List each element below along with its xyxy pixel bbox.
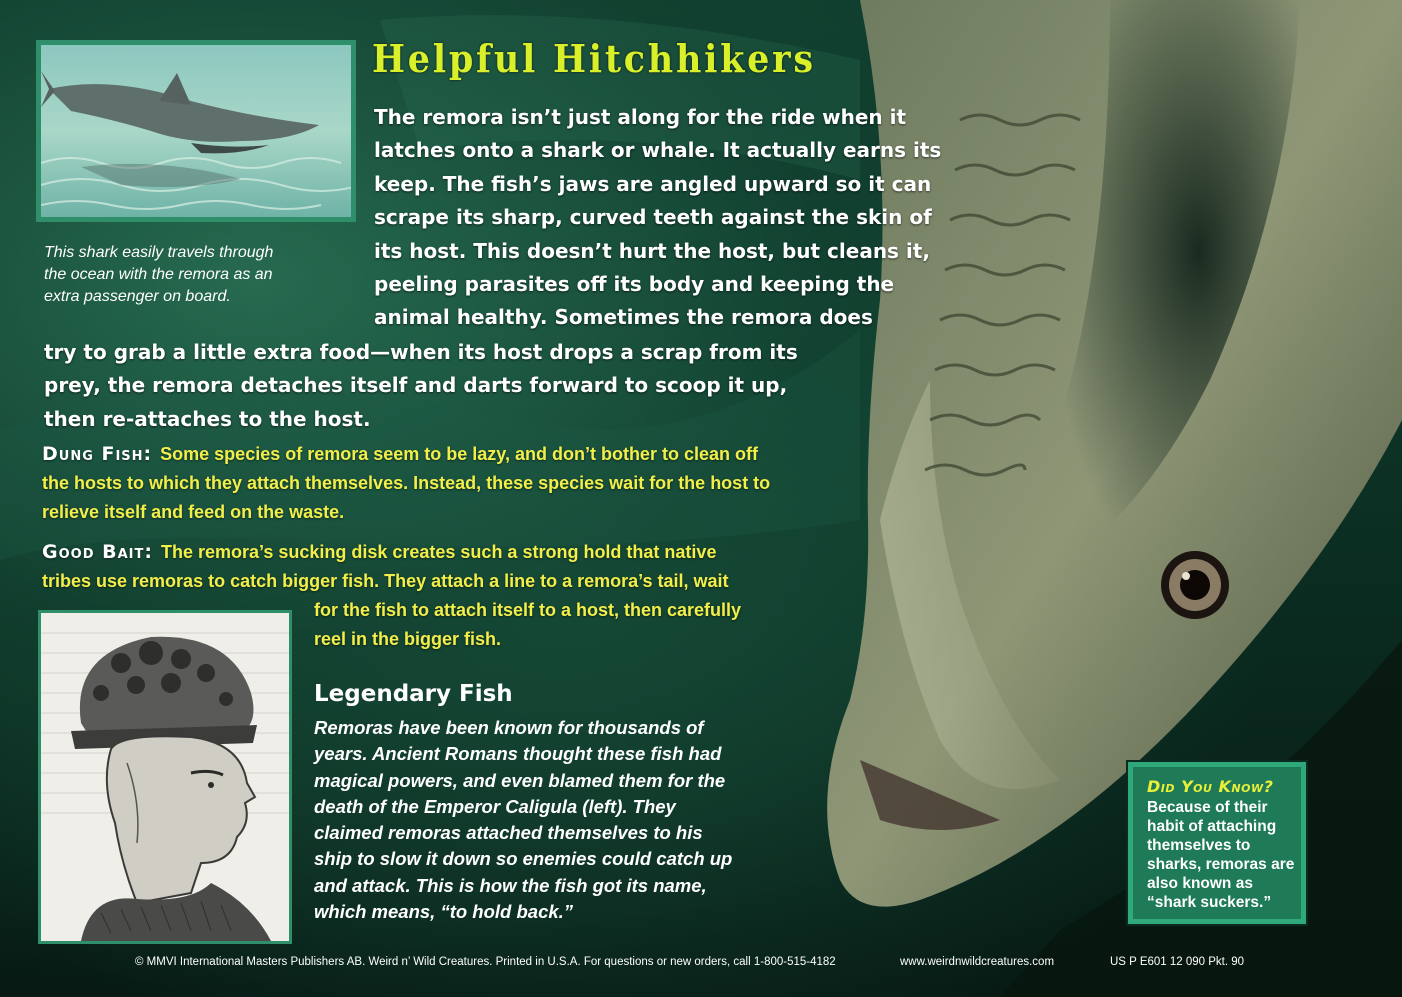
good-bait-label: Good Bait:: [42, 541, 153, 563]
caption-line: This shark easily travels through: [44, 244, 274, 261]
did-you-know-line: themselves to: [1147, 837, 1251, 854]
legendary-line: magical powers, and even blamed them for the: [314, 769, 726, 791]
did-you-know-line: also known as: [1147, 875, 1253, 892]
good-bait-text: The remora’s sucking disk creates such a strong hold that native: [160, 542, 717, 562]
legendary-line: Remoras have been known for thousands of: [314, 717, 704, 738]
main-paragraph-upper: [374, 101, 941, 335]
dung-fish-line: relieve itself and feed on the waste.: [42, 502, 345, 522]
main-text-line: try to grab a little extra food—when its host drops a scrap from its: [44, 340, 798, 364]
legendary-line: which means, “to hold back.”: [314, 901, 574, 923]
shark-photo-image: [41, 45, 351, 217]
dung-fish-label: Dung Fish:: [42, 443, 153, 465]
did-you-know-title: Did You Know?: [1147, 777, 1274, 796]
legendary-line: years. Ancient Romans thought these fish had: [314, 743, 722, 765]
main-text-line: keep. The fish’s jaws are angled upward so it can: [374, 171, 932, 196]
caption-line: the ocean with the remora as an: [44, 266, 273, 283]
shark-photo: [36, 40, 356, 222]
did-you-know-line: habit of attaching: [1147, 818, 1277, 835]
main-text-line: prey, the remora detaches itself and darts forward to scoop it up,: [44, 373, 788, 398]
good-bait-line: tribes use remoras to catch bigger fish. They attach a line to a remora’s tail, wait: [42, 571, 729, 591]
main-paragraph-lower: [44, 336, 798, 436]
legendary-line: ship to slow it down so enemies could catch up: [314, 848, 733, 870]
legendary-line: death of the Emperor Caligula (left). They: [314, 795, 676, 817]
good-bait-line: reel in the bigger fish.: [314, 629, 502, 649]
dung-fish-text: Some species of remora seem to be lazy, and don’t bother to clean off: [160, 444, 758, 464]
caligula-portrait: [38, 610, 292, 944]
good-bait-line: [42, 538, 741, 567]
main-text-line: its host. This doesn’t hurt the host, but cleans it,: [374, 238, 930, 263]
legendary-fish-text: [314, 715, 732, 925]
legendary-line: claimed remoras attached themselves to his: [314, 822, 703, 844]
main-text-line: then re-attaches to the host.: [44, 406, 371, 431]
dung-fish-line: [42, 440, 770, 469]
footer-product-code: US P E601 12 090 Pkt. 90: [1110, 956, 1245, 968]
did-you-know-box: [1128, 762, 1306, 924]
did-you-know-text: [1147, 798, 1295, 912]
photo-caption: [44, 242, 334, 308]
legendary-fish-title: Legendary Fish: [314, 681, 513, 707]
caligula-engraving-image: [41, 613, 289, 941]
did-you-know-line: sharks, remoras are: [1147, 856, 1295, 873]
caption-line: extra passenger on board.: [44, 288, 231, 305]
footer-website-link[interactable]: www.weirdnwildcreatures.com: [900, 956, 1055, 968]
dung-fish-section: [42, 440, 770, 527]
main-text-line: scrape its sharp, curved teeth against the skin of: [374, 205, 932, 230]
main-text-line: animal healthy. Sometimes the remora does: [374, 305, 873, 330]
good-bait-line: for the fish to attach itself to a host, then carefully: [314, 600, 742, 620]
footer: [0, 952, 1402, 976]
did-you-know-line: “shark suckers.”: [1147, 894, 1272, 911]
dung-fish-line: the hosts to which they attach themselves. Instead, these species wait for the host to: [42, 473, 771, 493]
page-title: Helpful Hitchhikers: [372, 36, 816, 81]
legendary-line: and attack. This is how the fish got its name,: [314, 874, 707, 896]
main-text-line: peeling parasites off its body and keeping the: [374, 272, 895, 297]
main-text-line: The remora isn’t just along for the ride when it: [374, 105, 907, 129]
did-you-know-line: Because of their: [1147, 799, 1268, 816]
main-text-line: latches onto a shark or whale. It actually earns its: [374, 138, 942, 163]
footer-copyright: © MMVI International Masters Publishers AB. Weird n’ Wild Creatures. Printed in U.S.A. For questions or new orders, call 1-800-515-4182: [135, 956, 836, 968]
